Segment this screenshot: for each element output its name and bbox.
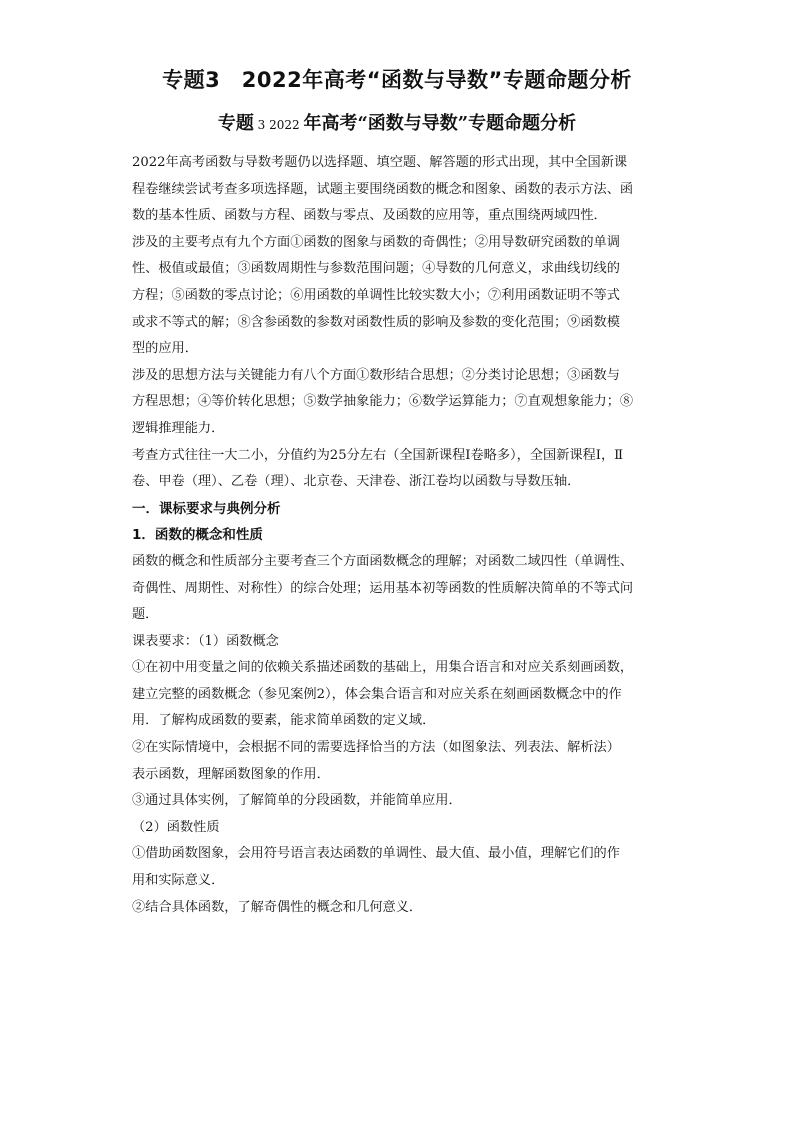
requirement-item: 用和实际意义． <box>132 873 225 889</box>
document-body <box>132 150 677 921</box>
methods-line: 逻辑推理能力． <box>132 420 225 436</box>
topics-line: 或求不等式的解；⑧含参函数的参数对函数性质的影响及参数的变化范围；⑨函数模 <box>132 314 620 330</box>
requirement-item: 表示函数，理解函数图象的作用． <box>132 766 330 782</box>
intro-line: 2022年高考函数与导数考题仍以选择题、填空题、解答题的形式出现，其中全国新课 <box>132 155 628 170</box>
requirement-item: 用．了解构成函数的要素，能求简单函数的定义域． <box>132 713 436 729</box>
paragraph-line: 奇偶性、周期性、对称性）的综合处理；运用基本初等函数的性质解决简单的不等式问 <box>132 580 634 596</box>
topics-line: 方程；⑤函数的零点讨论；⑥用函数的单调性比较实数大小；⑦利用函数证明不等式 <box>132 287 620 303</box>
paragraph-line: 题． <box>132 607 159 623</box>
requirement-item: ②在实际情境中，会根据不同的需要选择恰当的方法（如图象法、列表法、解析法） <box>132 740 620 756</box>
intro-line: 数的基本性质、函数与方程、函数与零点、及函数的应用等，重点围绕两域四性． <box>132 208 607 224</box>
intro-line: 程卷继续尝试考查多项选择题，试题主要围绕函数的概念和图象、函数的表示方法、函 <box>132 181 634 197</box>
requirement-item: ②结合具体函数，了解奇偶性的概念和几何意义． <box>132 899 423 915</box>
requirements-heading: 课表要求：（1）函数概念 <box>132 633 279 649</box>
topics-line: 涉及的主要考点有九个方面①函数的图象与函数的奇偶性；②用导数研究函数的单调 <box>132 234 620 250</box>
methods-line: 方程思想；④等价转化思想；⑤数学抽象能力；⑥数学运算能力；⑦直观想象能力；⑧ <box>132 394 634 410</box>
requirement-item: ①在初中用变量之间的依赖关系描述函数的基础上，用集合语言和对应关系刻画函数， <box>132 660 634 676</box>
requirement-item: ①借助函数图象，会用符号语言表达函数的单调性、最大值、最小值，理解它们的作 <box>132 846 620 862</box>
subtitle-part-1: 专题 <box>217 113 254 134</box>
requirement-item: ③通过具体实例，了解简单的分段函数，并能简单应用． <box>132 793 462 809</box>
subtitle-part-2: 3 2022 <box>253 118 304 132</box>
subsection-heading: 1．函数的概念和性质 <box>132 527 263 544</box>
document-subtitle <box>0 110 794 139</box>
topics-line: 型的应用． <box>132 341 198 357</box>
exam-format-line: 考查方式往往一大二小，分值约为25分左右（全国新课程Ⅰ卷略多），全国新课程Ⅰ，Ⅱ <box>132 447 624 463</box>
exam-format-line: 卷、甲卷（理）、乙卷（理）、北京卷、天津卷、浙江卷均以函数与导数压轴． <box>132 474 581 490</box>
paragraph-line: 函数的概念和性质部分主要考查三个方面函数概念的理解；对函数二域四性（单调性、 <box>132 553 634 569</box>
requirements-subheading: （2）函数性质 <box>132 819 220 835</box>
methods-line: 涉及的思想方法与关键能力有八个方面①数形结合思想；②分类讨论思想；③函数与 <box>132 367 620 383</box>
document-title: 专题3 2022年高考“函数与导数”专题命题分析 <box>162 68 632 92</box>
section-heading: 一．课标要求与典例分析 <box>132 500 281 517</box>
requirement-item: 建立完整的函数概念（参见案例2），体会集合语言和对应关系在刻画函数概念中的作 <box>132 686 622 702</box>
topics-line: 性、极值或最值；③函数周期性与参数范围问题；④导数的几何意义，求曲线切线的 <box>132 261 620 277</box>
subtitle-part-3: 年高考“函数与导数”专题命题分析 <box>303 113 577 134</box>
